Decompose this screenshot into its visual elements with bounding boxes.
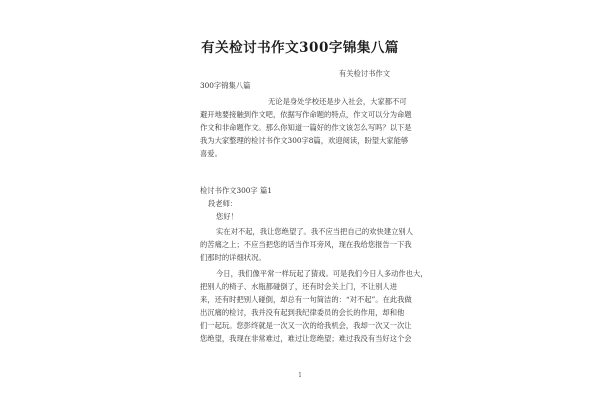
paragraph-line: 把别人的椅子、水瓶都碰倒了，还有时会关上门，不让别人进	[200, 282, 398, 291]
section-heading: 检讨书作文300字 篇1	[200, 186, 272, 195]
paragraph-line: 们那时的详细状况。	[200, 253, 266, 262]
document-title: 有关检讨书作文300字锦集八篇	[201, 40, 399, 56]
paragraph-line: 的苦痛之上；不应当把您的话当作耳旁风，现在我给您报告一下我	[200, 240, 412, 249]
intro-line: 我为大家整理的检讨书作文300字8篇，欢迎阅读，盼望大家能够	[200, 136, 409, 145]
paragraph-line: 来，还有时把别人碰倒，却总有一句简洁的：“对不起”。在此我做	[200, 295, 412, 304]
page-number: 1	[298, 372, 302, 379]
intro-line: 无论是身处学校还是步入社会，大家都不可	[268, 97, 407, 106]
subtitle-text: 300字锦集八篇	[200, 81, 251, 90]
paragraph-line: 您绝望，我现在非常难过，难过让您绝望；难过我没有当好这个会	[200, 334, 412, 343]
intro-line: 作文和非命题作文。那么你知道一篇好的作文该怎么写吗？以下是	[200, 123, 412, 132]
intro-line: 喜爱。	[200, 149, 222, 158]
header-right-text: 有关检讨书作文	[338, 69, 390, 78]
paragraph-line: 实在对不起，我让您绝望了。我不应当把自己的欢快建立别人	[216, 227, 414, 236]
greeting: 您好！	[216, 212, 238, 221]
paragraph-line: 今日，我们像平常一样玩起了猜戏。可是我们今日人多动作也大，	[216, 269, 428, 278]
salutation: 段老师：	[208, 199, 238, 208]
paragraph-line: 出沉痛的检讨，我并没有起到我纪律委员的会长的作用，却和他	[200, 308, 405, 317]
intro-line: 避开地要接触到作文吧，依据写作命题的特点，作文可以分为命题	[200, 110, 412, 119]
paragraph-line: 们一起玩。您彭终就是一次又一次的给我机会，我却一次又一次让	[200, 321, 412, 330]
